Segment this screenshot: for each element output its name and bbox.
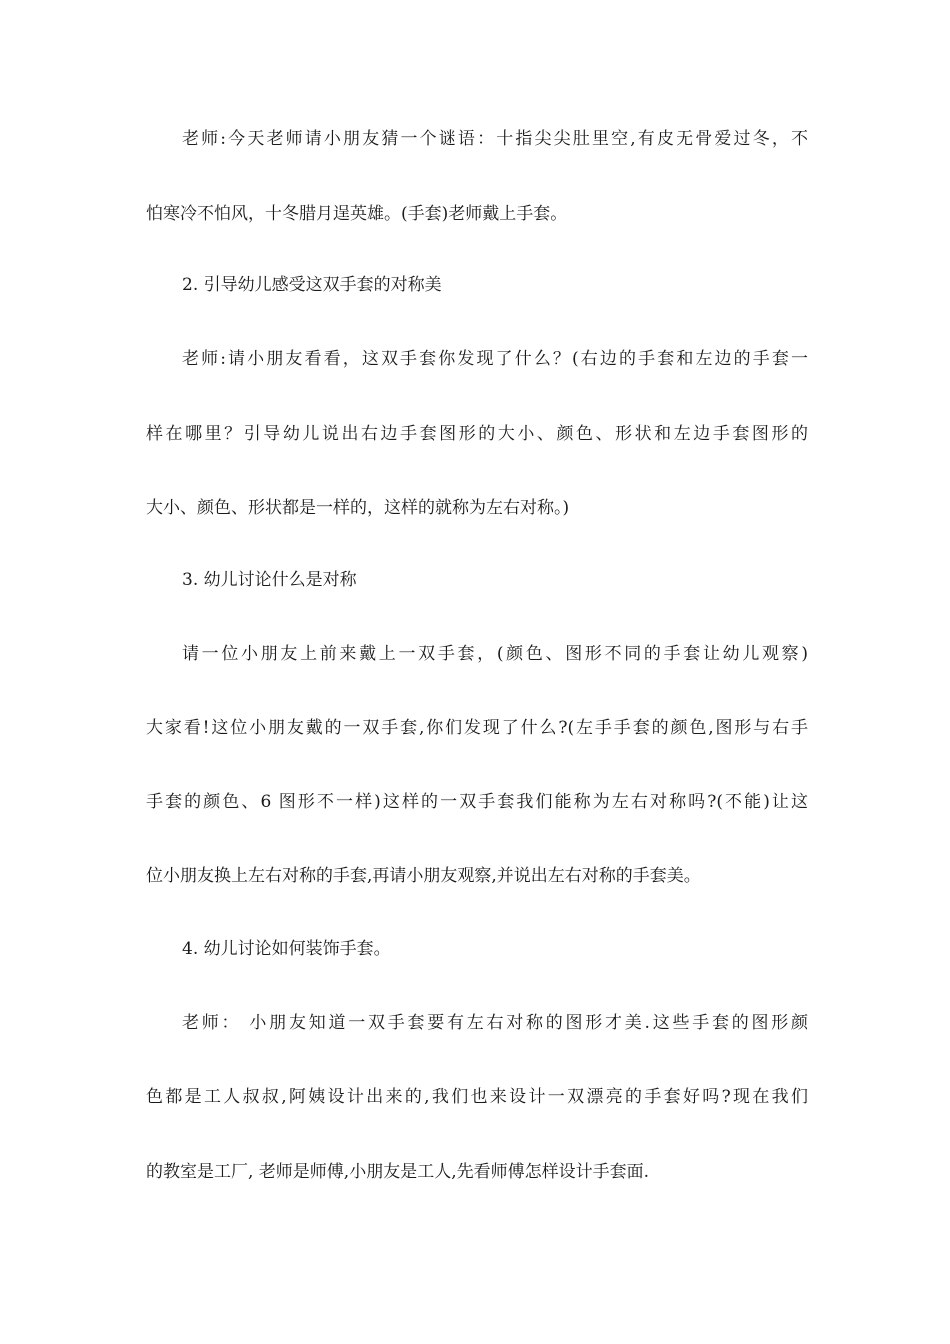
- symmetry-paragraph-line-3: 大小、颜色、形状都是一样的，这样的就称为左右对称。): [146, 498, 570, 518]
- design-paragraph-line-1: 老师： 小朋友知道一双手套要有左右对称的图形才美.这些手套的图形颜: [182, 1013, 808, 1033]
- riddle-paragraph-line-2: 怕寒冷不怕风，十冬腊月逞英雄。(手套)老师戴上手套。: [146, 204, 568, 224]
- symmetry-paragraph-line-1: 老师:请小朋友看看，这双手套你发现了什么？(右边的手套和左边的手套一: [182, 349, 808, 369]
- section-heading-3: 3. 幼儿讨论什么是对称: [182, 570, 357, 590]
- discussion-paragraph-line-4: 位小朋友换上左右对称的手套,再请小朋友观察,并说出左右对称的手套美。: [146, 866, 701, 886]
- discussion-paragraph-line-3: 手套的颜色、6 图形不一样)这样的一双手套我们能称为左右对称吗?(不能)让这: [146, 792, 808, 812]
- design-paragraph-line-2: 色都是工人叔叔,阿姨设计出来的,我们也来设计一双漂亮的手套好吗?现在我们: [146, 1087, 808, 1107]
- design-paragraph-line-3: 的教室是工厂, 老师是师傅,小朋友是工人,先看师傅怎样设计手套面.: [146, 1162, 650, 1182]
- symmetry-paragraph-line-2: 样在哪里？引导幼儿说出右边手套图形的大小、颜色、形状和左边手套图形的: [146, 424, 808, 444]
- discussion-paragraph-line-2: 大家看!这位小朋友戴的一双手套,你们发现了什么?(左手手套的颜色,图形与右手: [146, 718, 808, 738]
- section-heading-2: 2. 引导幼儿感受这双手套的对称美: [182, 275, 442, 295]
- riddle-paragraph-line-1: 老师:今天老师请小朋友猜一个谜语：十指尖尖肚里空,有皮无骨爱过冬，不: [182, 129, 808, 149]
- section-heading-4: 4. 幼儿讨论如何装饰手套。: [182, 939, 391, 959]
- discussion-paragraph-line-1: 请一位小朋友上前来戴上一双手套，(颜色、图形不同的手套让幼儿观察): [182, 644, 808, 664]
